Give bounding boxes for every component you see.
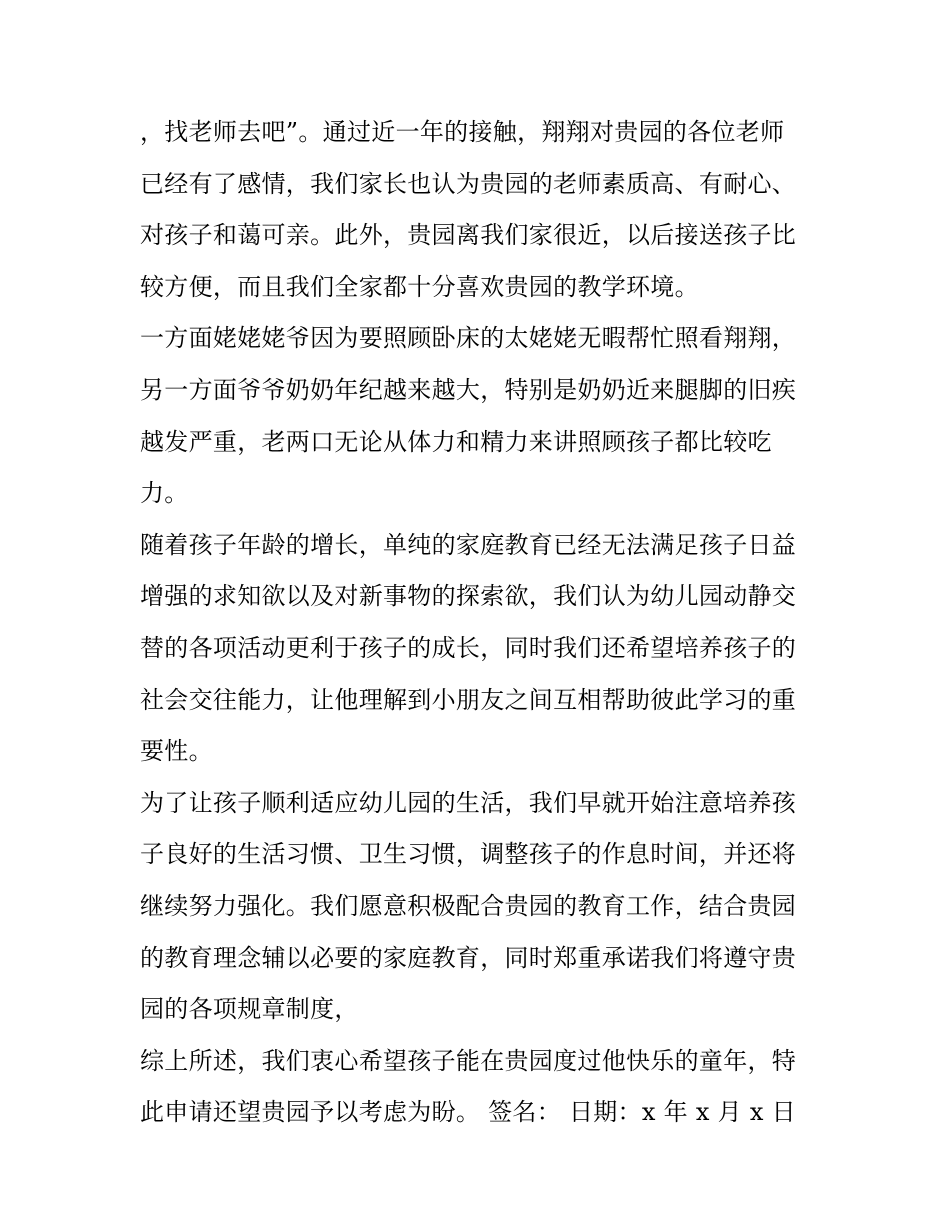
text-line: 较方便，而且我们全家都十分喜欢贵园的教学环境。	[140, 272, 699, 301]
text-line: 继续努力强化。我们愿意积极配合贵园的教育工作，结合贵园	[140, 891, 797, 920]
text-line: 增强的求知欲以及对新事物的探索欲，我们认为幼儿园动静交	[140, 582, 797, 611]
text-line: 随着孩子年龄的增长，单纯的家庭教育已经无法满足孩子日益	[140, 530, 797, 559]
text-line: 对孩子和蔼可亲。此外，贵园离我们家很近，以后接送孩子比	[140, 221, 797, 250]
text-line: 一方面姥姥姥爷因为要照顾卧床的太姥姥无暇帮忙照看翔翔，	[140, 324, 797, 353]
text-line: 的教育理念辅以必要的家庭教育，同时郑重承诺我们将遵守贵	[140, 943, 797, 972]
text-line: 要性。	[140, 737, 213, 766]
text-line: 另一方面爷爷奶奶年纪越来越大，特别是奶奶近来腿脚的旧疾	[140, 375, 797, 404]
document-body	[140, 107, 816, 1139]
text-line: 力。	[140, 479, 189, 508]
text-line: 越发严重，老两口无论从体力和精力来讲照顾孩子都比较吃	[140, 427, 772, 456]
signature-date-line: 此申请还望贵园予以考虑为盼。 签名： 日期：x 年 x 月 x 日	[140, 1098, 796, 1127]
text-line: 替的各项活动更利于孩子的成长，同时我们还希望培养孩子的	[140, 633, 797, 662]
text-line: 综上所述，我们衷心希望孩子能在贵园度过他快乐的童年，特	[140, 1046, 797, 1075]
text-line: 园的各项规章制度，	[140, 995, 359, 1024]
text-line: 已经有了感情，我们家长也认为贵园的老师素质高、有耐心、	[140, 169, 797, 198]
text-line: 为了让孩子顺利适应幼儿园的生活，我们早就开始注意培养孩	[140, 788, 797, 817]
text-line: 社会交往能力，让他理解到小朋友之间互相帮助彼此学习的重	[140, 685, 797, 714]
text-line: 子良好的生活习惯、卫生习惯，调整孩子的作息时间，并还将	[140, 840, 797, 869]
text-line: ，找老师去吧”。通过近一年的接触，翔翔对贵园的各位老师	[140, 118, 785, 146]
